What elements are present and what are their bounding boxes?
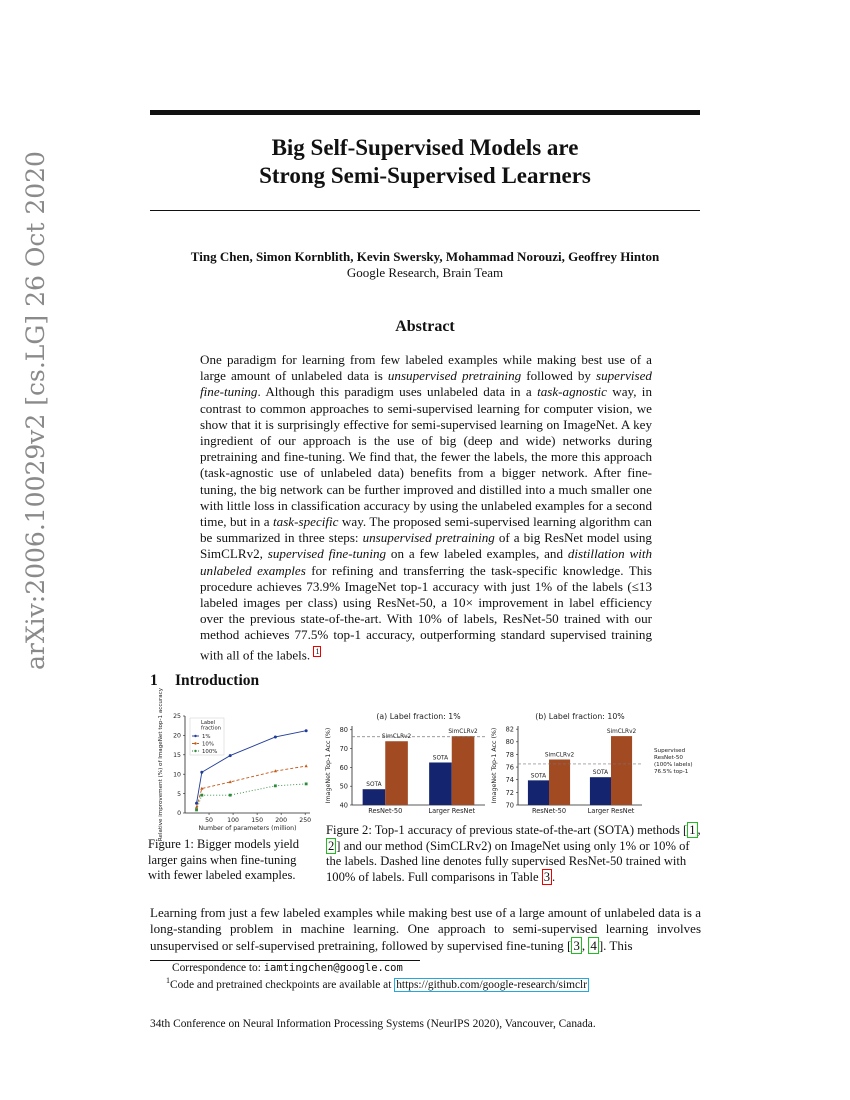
correspondence-email[interactable]: iamtingchen@google.com: [263, 962, 403, 974]
data-point: [200, 771, 203, 774]
y-tick-label: 76: [505, 763, 514, 772]
bar-simclrv2-0: [385, 741, 408, 805]
section-title: Introduction: [175, 672, 260, 689]
series-line-100pct: [197, 784, 307, 810]
github-link[interactable]: https://github.com/google-research/simclr: [396, 978, 587, 991]
y-tick-label: 78: [505, 750, 514, 759]
reference-label: Supervised: [654, 747, 686, 754]
x-tick-label: 100: [227, 817, 239, 824]
y-tick-label: 72: [505, 788, 514, 797]
data-point: [229, 754, 232, 757]
x-axis-label: Number of parameters (million): [198, 825, 297, 832]
table-3-link[interactable]: 3: [543, 869, 551, 884]
paper-title: [150, 134, 700, 190]
bar-simclrv2-1: [611, 736, 632, 805]
y-tick-label: 50: [339, 782, 348, 791]
footnote-link-1[interactable]: 1: [315, 646, 320, 656]
section-number: 1: [150, 672, 158, 689]
bar-sota-1: [429, 762, 452, 805]
bar-label: SOTA: [432, 755, 449, 762]
bar-label: SimCLRv2: [381, 734, 412, 741]
legend-marker: [194, 735, 196, 737]
y-tick-label: 25: [173, 713, 181, 721]
section-heading-introduction: [150, 672, 259, 690]
y-tick-label: 15: [173, 752, 181, 759]
figure-1-caption: Figure 1: Bigger models yield larger gains when fine-tuning with fewer labeled examples.: [148, 837, 300, 882]
code-footnote: $^1$Code and pretrained checkpoints are available at https://github.com/google-research/simclr: [166, 976, 587, 991]
conference-note: 34th Conference on Neural Information Processing Systems (NeurIPS 2020), Vancouver, Canada.: [150, 1018, 596, 1030]
x-tick-label: ResNet-50: [368, 807, 403, 815]
x-tick-label: 150: [251, 817, 264, 824]
x-tick-label: 250: [299, 817, 312, 824]
data-point: [229, 780, 232, 783]
title-line-2: Strong Semi-Supervised Learners: [259, 163, 591, 188]
legend-title: Label: [201, 720, 215, 726]
data-point: [305, 783, 308, 786]
reference-label: 76.5% top-1: [654, 768, 689, 775]
legend-marker: [194, 750, 196, 752]
legend-label: 1%: [202, 734, 211, 740]
data-point: [229, 794, 232, 797]
y-tick-label: 70: [505, 801, 514, 810]
bar-label: SimCLRv2: [606, 729, 637, 736]
intro-paragraph: Learning from just a few labeled examples while making best use of a large amount of unlabeled data is a long-standing problem in machine learning. One approach to semi-supervised learning involves unsupervised or self-supervised pretraining, followed by supervised fine-tuning [ 3 , 4 ]. This: [150, 905, 701, 953]
title-line-1: Big Self-Supervised Models are: [271, 135, 579, 160]
citation-2[interactable]: 2: [328, 838, 335, 853]
data-point: [305, 764, 308, 767]
arxiv-stamp-text: arXiv:2006.10029v2 [cs.LG] 26 Oct 2020: [21, 151, 50, 670]
figure-2a-chart: [322, 708, 490, 820]
abstract-body: One paradigm for learning from few labeled examples while making best use of a large amount of unlabeled data is unsupervised pretraining followed by supervised fine-tuning. Although this paradigm uses unlabeled data in a task-agnostic way, in contrast to common approaches to semi-supervised learning for computer vision, we show that it is surprisingly effective for semi-supervised learning on ImageNet. A key ingredient of our approach is the use of big (deep and wide) networks during pretraining and fine-tuning. We find that, the fewer the labels, the more this approach (task-agnostic use of unlabeled data) benefits from a bigger network. After fine-tuning, the big network can be further improved and distilled into a much smaller one with little loss in classification accuracy by using the unlabeled examples for a second time, but in a task-specific way. The proposed semi-supervised learning algorithm can be summarized in three steps: unsupervised pretraining of a big ResNet model using SimCLRv2, supervised fine-tuning on a few labeled examples, and distillation with unlabeled examples for refining and transferring the task-specific knowledge. This procedure achieves 73.9% ImageNet top-1 accuracy with just 1% of the labels (≤13 labeled images per class) using ResNet-50, a 10× improvement in label efficiency over the previous state-of-the-art. With 10% of labels, ResNet-50 trained with our method achieves 77.5% top-1 accuracy, outperforming standard supervised training with all of the labels. $^1$: [200, 352, 653, 663]
figure-1-chart: [150, 687, 320, 842]
data-point: [195, 808, 198, 811]
bar-sota-0: [528, 780, 549, 805]
bar-sota-0: [363, 789, 386, 805]
citation-1[interactable]: 1: [689, 823, 696, 837]
figure-2b-chart: [492, 708, 704, 820]
data-point: [200, 794, 203, 797]
bar-sota-1: [590, 777, 611, 805]
citation-4[interactable]: 4: [590, 937, 597, 953]
abstract-heading: Abstract: [395, 318, 455, 335]
y-tick-label: 60: [339, 763, 348, 772]
footnote-rule: [150, 960, 420, 961]
y-axis-label: ImageNet Top-1 Acc (%): [491, 727, 498, 804]
y-tick-label: 10: [173, 771, 181, 779]
chart-title: (b) Label fraction: 10%: [535, 712, 625, 721]
data-point: [305, 729, 308, 732]
legend-label: 10%: [202, 741, 214, 748]
series-line-10pct: [197, 766, 307, 807]
y-axis-label: ImageNet Top-1 Acc (%): [325, 727, 332, 804]
x-tick-label: Larger ResNet: [428, 807, 476, 815]
legend-marker: [194, 742, 196, 744]
bar-label: SOTA: [530, 773, 547, 780]
y-tick-label: 0: [177, 810, 181, 818]
data-point: [274, 784, 277, 787]
reference-label: ResNet-50: [654, 754, 683, 761]
bar-simclrv2-1: [452, 736, 475, 805]
legend-label: 100%: [202, 749, 218, 755]
title-bottom-rule: [150, 210, 700, 211]
chart-title: (a) Label fraction: 1%: [376, 712, 461, 721]
reference-label: (100% labels): [654, 761, 693, 768]
correspondence-footnote: Correspondence to: iamtingchen@google.com: [172, 962, 403, 974]
author-list: Ting Chen, Simon Kornblith, Kevin Swersky, Mohammad Norouzi, Geoffrey Hinton: [190, 249, 660, 264]
x-tick-label: ResNet-50: [531, 807, 567, 815]
data-point: [274, 735, 277, 738]
bar-label: SOTA: [592, 770, 609, 777]
y-tick-label: 70: [339, 744, 348, 753]
y-tick-label: 80: [339, 726, 348, 735]
bar-label: SimCLRv2: [544, 752, 575, 759]
y-tick-label: 82: [505, 725, 514, 734]
y-tick-label: 80: [505, 738, 514, 747]
x-tick-label: 200: [275, 817, 288, 824]
figure-2-caption: Figure 2: Top-1 accuracy of previous state-of-the-art (SOTA) methods [ 1 , 2 ] and our method (SimCLRv2) on ImageNet using only 1% or 10% of the labels. Dashed line denotes fully supervised ResNet-50 trained with 100% of labels. Full comparisons in Table 3 .: [326, 823, 701, 884]
x-tick-label: Larger ResNet: [587, 807, 635, 815]
y-tick-label: 74: [505, 776, 514, 785]
y-tick-label: 5: [177, 790, 181, 798]
bar-label: SOTA: [366, 782, 382, 789]
bar-simclrv2-0: [549, 759, 570, 805]
y-tick-label: 20: [173, 732, 181, 740]
y-axis-label: Relative improvement (%) of ImageNet top-1 accuracy: [158, 687, 164, 842]
bar-label: SimCLRv2: [448, 729, 478, 736]
citation-3[interactable]: 3: [573, 937, 580, 953]
legend-title: fraction: [201, 725, 221, 732]
y-tick-label: 40: [339, 801, 348, 810]
affiliation: Google Research, Brain Team: [346, 265, 504, 280]
title-top-rule: [150, 110, 700, 115]
x-tick-label: 50: [205, 817, 213, 824]
